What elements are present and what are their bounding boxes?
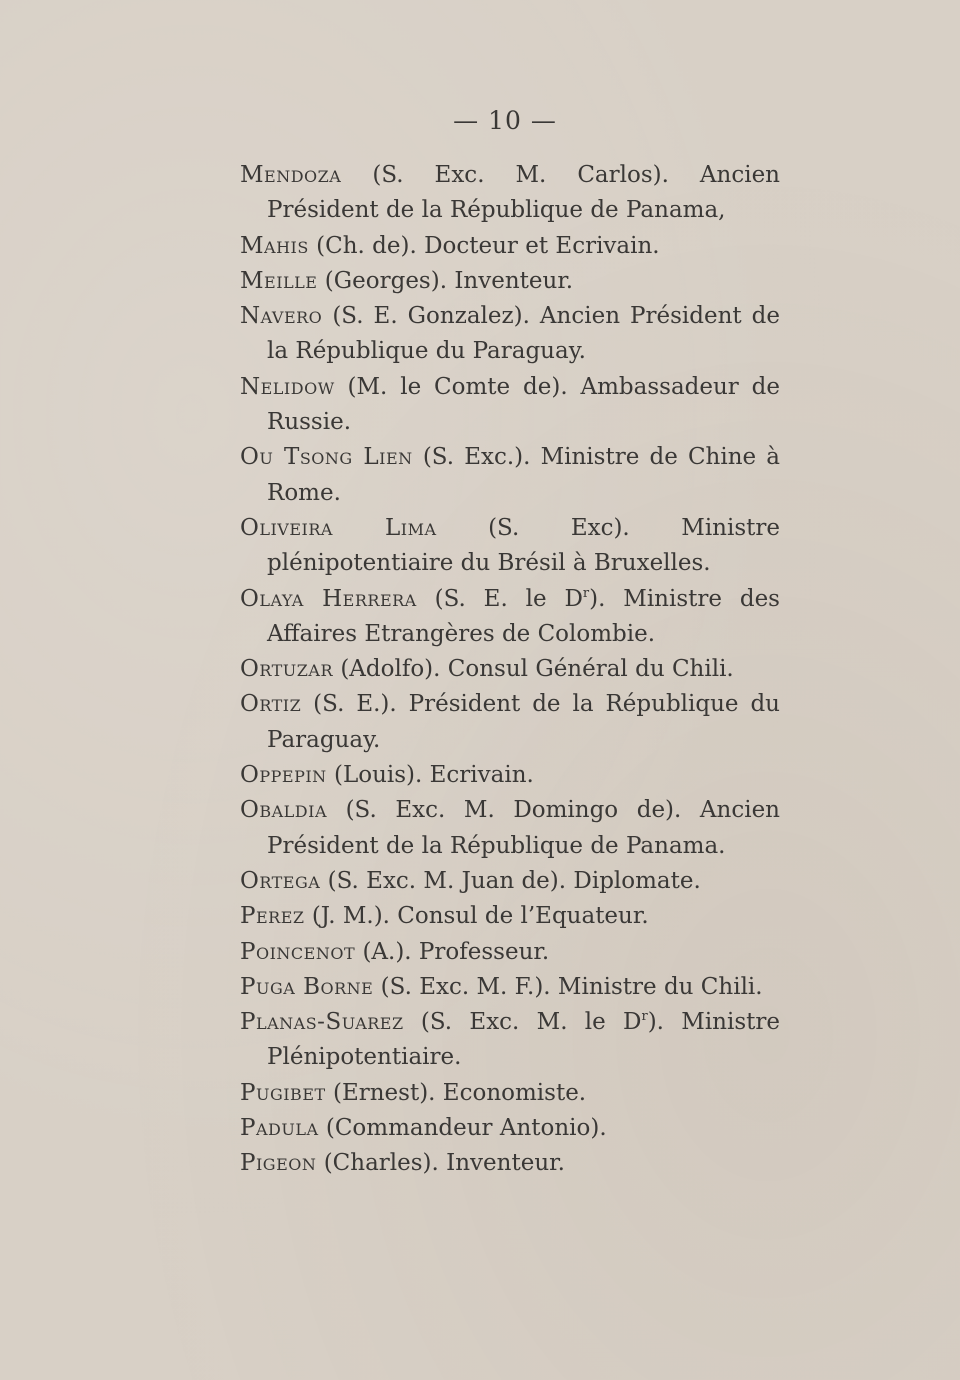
list-item: [240, 299, 780, 370]
list-item: [240, 793, 780, 864]
list-item: [240, 1005, 780, 1076]
entry-text: (S. Exc). Ministre plénipotentiaire du Brésil à Bruxelles.: [267, 514, 780, 577]
list-item: [240, 970, 780, 1005]
superscript: r: [641, 1009, 648, 1025]
entry-name: Meille: [240, 267, 318, 294]
entry-name: Mahis: [240, 232, 309, 259]
entry-text: (S. Exc. M. F.). Ministre du Chili.: [380, 973, 763, 1000]
list-item: [240, 864, 780, 899]
list-item: [240, 899, 780, 934]
entry-name: Olaya Herrera: [240, 585, 417, 612]
entry-name: Puga Borne: [240, 973, 374, 1000]
list-item: [240, 229, 780, 264]
entry-list: [240, 158, 780, 1182]
entry-name: Obaldia: [240, 797, 327, 824]
entry-name: Ortiz: [240, 691, 302, 718]
entry-name: Pigeon: [240, 1150, 317, 1177]
entry-text-after: ). Ministre Plénipotentiaire.: [267, 1009, 781, 1071]
list-item: [240, 264, 780, 299]
list-item: [240, 582, 780, 653]
entry-text: (S. Exc.). Ministre de Chine à Rome.: [267, 444, 781, 506]
list-item: [240, 511, 780, 582]
entry-text: (Commandeur Antonio).: [325, 1115, 607, 1142]
entry-name: Padula: [240, 1115, 319, 1142]
entry-text: (Adolfo). Consul Général du Chili.: [340, 656, 734, 683]
list-item: [240, 935, 780, 970]
list-item: [240, 158, 780, 229]
entry-text: (S. E. le D: [434, 585, 583, 612]
entry-name: Ortega: [240, 867, 321, 894]
superscript: r: [582, 585, 590, 601]
entry-text: (S. Exc. M. le D: [420, 1009, 642, 1036]
list-item: [240, 440, 780, 511]
entry-name: Oliveira Lima: [240, 514, 437, 541]
entry-text: (Georges). Inventeur.: [324, 267, 574, 294]
list-item: [240, 1146, 780, 1181]
entry-text: (J. M.). Consul de l’Equateur.: [311, 903, 649, 930]
entry-name: Oppepin: [240, 762, 327, 789]
entry-name: Ou Tsong Lien: [240, 444, 413, 471]
entry-text: (M. le Comte de). Ambassadeur de Russie.: [267, 373, 780, 436]
entry-text: (S. Exc. M. Juan de). Diplomate.: [327, 867, 701, 894]
entry-name: Navero: [240, 303, 323, 330]
entry-text: (S. E.). Président de la République du Paraguay.: [267, 691, 780, 753]
entry-name: Poincenot: [240, 938, 356, 965]
entry-name: Perez: [240, 903, 305, 930]
entry-text: (Ch. de). Docteur et Ecrivain.: [316, 232, 660, 259]
list-item: [240, 370, 780, 441]
list-item: [240, 1076, 780, 1111]
entry-text: (A.). Professeur.: [362, 938, 550, 965]
entry-text: (Ernest). Economiste.: [332, 1079, 587, 1106]
list-item: [240, 1111, 780, 1146]
entry-text: (S. Exc. M. Domingo de). Ancien Président de la République de Panama.: [267, 797, 780, 859]
entry-name: Ortuzar: [240, 656, 333, 683]
list-item: [240, 652, 780, 687]
list-item: [240, 758, 780, 793]
entry-name: Planas-Suarez: [240, 1009, 404, 1036]
entry-text: (S. Exc. M. Carlos). Ancien Président de la République de Panama,: [267, 162, 780, 224]
entry-name: Pugibet: [240, 1079, 326, 1106]
list-item: [240, 687, 780, 758]
entry-text-after: ). Ministre des Affaires Etrangères de Colombie.: [267, 585, 780, 647]
entry-name: Mendoza: [240, 162, 342, 188]
entry-text: (S. E. Gonzalez). Ancien Président de la République du Paraguay.: [267, 303, 780, 365]
entry-name: Nelidow: [240, 373, 335, 400]
page-number: — 10 —: [453, 106, 557, 135]
entry-text: (Charles). Inventeur.: [323, 1150, 565, 1177]
entry-text: (Louis). Ecrivain.: [333, 762, 534, 789]
